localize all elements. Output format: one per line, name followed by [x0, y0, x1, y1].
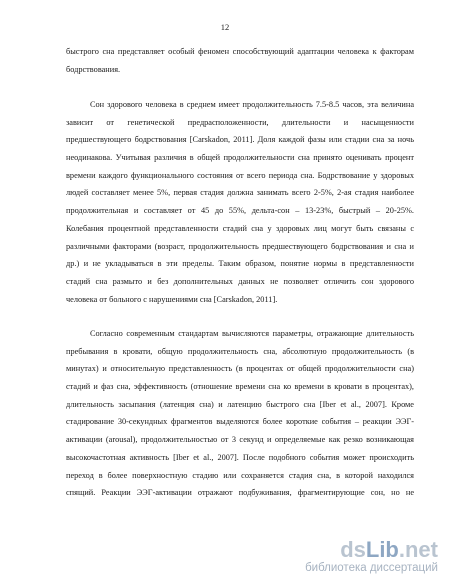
text-line: различными факторами (возраст, продолжительность предшествующего бодрствования и сна и	[66, 241, 414, 251]
text-line: спящий. Реакции ЭЭГ-активации отражают подбуживания, фрагментирующие сон, но не	[66, 488, 414, 498]
text-line: стадий и фаз сна, эффективность (отношение времени сна ко времени в кровати в процентах),	[66, 382, 414, 392]
text-line: др.) и не укладываться в эти пределы. Таким образом, понятие нормы в представленности	[66, 259, 414, 269]
text-line: быстрого сна представляет особый феномен способствующий адаптации человека к факторам	[66, 47, 414, 56]
text-line: бодрствования.	[66, 64, 121, 74]
text-line: человека от больного с нарушениями сна [Carskadon, 2011].	[66, 294, 278, 304]
body-text	[66, 96, 414, 308]
watermark-logo	[305, 539, 438, 561]
text-line: зависит от генетической предрасположенности, длительности и насыщенности	[66, 117, 414, 127]
body-text	[66, 325, 414, 502]
text-line: Сон здорового человека в среднем имеет продолжительность 7.5-8.5 часов, эта величина	[90, 100, 414, 109]
text-line: стадий сна размыто и без дополнительных данных не позволяет отличить сон здорового	[66, 276, 414, 286]
text-line: предшествующего бодрствования [Carskadon, 2011]. Доля каждой фазы или стадии сна за ночь	[66, 135, 414, 145]
text-line: активации (arousal), продолжительностью от 3 секунд и определяемые как резко возникающая	[66, 435, 414, 445]
text-line: длительность засыпания (латенция сна) и латенцию быстрого сна [Iber et al., 2007]. Кроме	[66, 399, 414, 409]
text-line: минутах) и относительную представленность (в процентах от общей продолжительности сна)	[66, 364, 414, 374]
body-text	[66, 43, 414, 78]
watermark-tagline: библиотека диссертаций	[305, 562, 438, 574]
text-line: переход в более поверхностную стадию или сохраняется стадия сна, в которой находился	[66, 470, 414, 480]
text-line: высокочастотная активность [Iber et al., 2007]. После подобного события может происходить	[66, 452, 414, 462]
watermark-logo-ds: ds	[340, 537, 366, 562]
text-line: Колебания процентной представленности стадий сна у здоровых лиц могут быть связаны с	[66, 223, 414, 233]
watermark	[305, 539, 438, 574]
text-line: неодинакова. Учитывая различия в общей продолжительности сна принято оценивать процент	[66, 153, 414, 163]
text-line: продолжительная и составляет от 45 до 55%, дельта-сон – 13-23%, быстрый – 20-25%.	[66, 206, 414, 216]
text-line: пребывания в кровати, общую продолжительность сна, абсолютную продолжительность (в	[66, 346, 414, 356]
watermark-logo-net: .net	[398, 537, 438, 562]
text-line: людей составляет менее 5%, первая стадия должна занимать всего 2-5%, 2-ая стадия наиболее	[66, 188, 414, 198]
page-number: 12	[220, 22, 230, 32]
watermark-logo-lib: Lib	[365, 537, 399, 562]
text-line: времени каждого функционального состояния от всего периода сна. Бодрствование у здоровых	[66, 170, 414, 180]
text-line: Согласно современным стандартам вычисляются параметры, отражающие длительность	[90, 329, 414, 338]
text-line: стадирование 30-секундных фрагментов выделяются более короткие события – реакции ЭЭГ-	[66, 417, 414, 427]
